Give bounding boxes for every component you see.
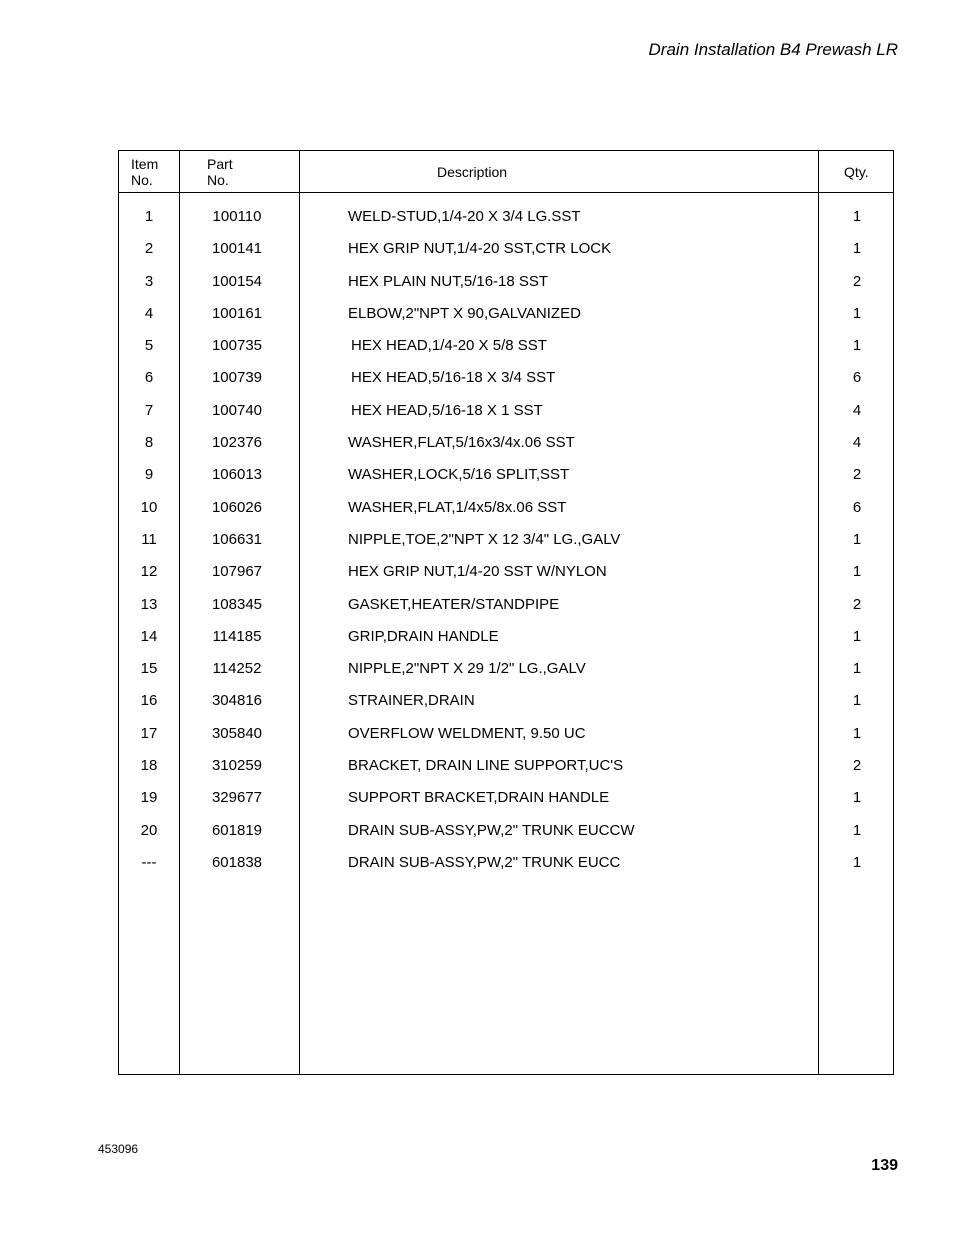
part-number-cell: 100141 bbox=[211, 240, 263, 258]
quantity-cell: 1 bbox=[852, 563, 862, 581]
part-number-cell: 601819 bbox=[211, 821, 263, 839]
quantity-cell: 1 bbox=[852, 853, 862, 871]
table-row bbox=[119, 491, 893, 523]
item-number-cell: 16 bbox=[140, 692, 158, 710]
quantity-cell: 4 bbox=[852, 434, 862, 452]
table-row bbox=[119, 846, 893, 878]
column-header-item-line1: Item bbox=[131, 156, 159, 172]
quantity-cell: 2 bbox=[852, 466, 862, 484]
table-row bbox=[119, 652, 893, 684]
part-number-cell: 108345 bbox=[211, 595, 263, 613]
description-cell: HEX GRIP NUT,1/4-20 SST W/NYLON bbox=[348, 563, 607, 581]
table-row bbox=[119, 232, 893, 264]
item-number-cell: 1 bbox=[144, 208, 154, 225]
item-number-cell: 4 bbox=[144, 304, 154, 322]
item-number-cell: 5 bbox=[144, 337, 154, 355]
table-row bbox=[119, 749, 893, 781]
table-row bbox=[119, 265, 893, 297]
table-row bbox=[119, 329, 893, 361]
quantity-cell: 2 bbox=[852, 757, 862, 775]
column-header-part-line2: No. bbox=[207, 172, 229, 188]
item-number-cell: 13 bbox=[140, 595, 158, 613]
column-header-qty: Qty. bbox=[844, 164, 869, 180]
quantity-cell: 6 bbox=[852, 498, 862, 516]
quantity-cell: 2 bbox=[852, 595, 862, 613]
table-row bbox=[119, 394, 893, 426]
item-number-cell: 17 bbox=[140, 724, 158, 742]
column-header-description: Description bbox=[437, 164, 508, 180]
description-cell: HEX HEAD,1/4-20 X 5/8 SST bbox=[351, 337, 547, 355]
description-cell: WASHER,FLAT,1/4x5/8x.06 SST bbox=[348, 498, 567, 516]
quantity-cell: 4 bbox=[852, 401, 862, 419]
item-number-cell: 7 bbox=[144, 401, 154, 419]
part-number-cell: 100154 bbox=[211, 272, 263, 290]
description-cell: DRAIN SUB-ASSY,PW,2" TRUNK EUCC bbox=[348, 853, 621, 871]
part-number-cell: 305840 bbox=[211, 724, 263, 742]
table-row bbox=[119, 523, 893, 555]
quantity-cell: 1 bbox=[852, 304, 862, 322]
table-row bbox=[119, 555, 893, 587]
part-number-cell: 310259 bbox=[211, 757, 263, 775]
item-number-cell: 2 bbox=[144, 240, 154, 258]
table-row bbox=[119, 458, 893, 490]
table-row bbox=[119, 361, 893, 393]
description-cell: BRACKET, DRAIN LINE SUPPORT,UC'S bbox=[348, 757, 624, 775]
column-header-part bbox=[207, 156, 233, 188]
part-number-cell: 102376 bbox=[211, 434, 263, 452]
item-number-cell: --- bbox=[141, 853, 157, 871]
description-cell: STRAINER,DRAIN bbox=[348, 692, 475, 710]
table-row bbox=[119, 814, 893, 846]
quantity-cell: 1 bbox=[852, 724, 862, 742]
item-number-cell: 9 bbox=[144, 466, 154, 484]
column-header-item bbox=[131, 156, 158, 188]
table-body bbox=[119, 200, 893, 878]
table-row bbox=[119, 426, 893, 458]
quantity-cell: 1 bbox=[852, 692, 862, 710]
description-cell: SUPPORT BRACKET,DRAIN HANDLE bbox=[348, 789, 610, 807]
header-divider bbox=[119, 192, 893, 193]
description-cell: HEX PLAIN NUT,5/16-18 SST bbox=[348, 272, 549, 290]
description-cell: HEX HEAD,5/16-18 X 1 SST bbox=[351, 401, 543, 419]
page-number: 139 bbox=[871, 1157, 898, 1174]
part-number-cell: 601838 bbox=[211, 853, 263, 871]
description-cell: GRIP,DRAIN HANDLE bbox=[348, 627, 499, 645]
table-row bbox=[119, 297, 893, 329]
description-cell: NIPPLE,TOE,2"NPT X 12 3/4" LG.,GALV bbox=[348, 530, 621, 548]
table-row bbox=[119, 588, 893, 620]
part-number-cell: 304816 bbox=[211, 692, 263, 710]
item-number-cell: 6 bbox=[144, 369, 154, 387]
part-number-cell: 100735 bbox=[211, 337, 263, 355]
description-cell: HEX GRIP NUT,1/4-20 SST,CTR LOCK bbox=[348, 240, 612, 258]
part-number-cell: 114252 bbox=[212, 660, 262, 678]
part-number-cell: 114185 bbox=[212, 627, 262, 645]
part-number-cell: 107967 bbox=[211, 563, 263, 581]
part-number-cell: 100739 bbox=[211, 369, 263, 387]
part-number-cell: 106026 bbox=[211, 498, 263, 516]
table-row bbox=[119, 620, 893, 652]
quantity-cell: 1 bbox=[852, 789, 862, 807]
item-number-cell: 14 bbox=[140, 627, 158, 645]
item-number-cell: 10 bbox=[140, 498, 158, 516]
part-number-cell: 106013 bbox=[211, 466, 263, 484]
part-number-cell: 100740 bbox=[211, 401, 263, 419]
table-row bbox=[119, 200, 893, 232]
item-number-cell: 18 bbox=[140, 757, 158, 775]
item-number-cell: 8 bbox=[144, 434, 154, 452]
quantity-cell: 1 bbox=[852, 660, 862, 678]
table-row bbox=[119, 781, 893, 813]
item-number-cell: 11 bbox=[141, 530, 157, 548]
quantity-cell: 6 bbox=[852, 369, 862, 387]
description-cell: NIPPLE,2"NPT X 29 1/2" LG.,GALV bbox=[348, 660, 586, 678]
quantity-cell: 1 bbox=[852, 337, 862, 355]
description-cell: WASHER,LOCK,5/16 SPLIT,SST bbox=[348, 466, 570, 484]
description-cell: DRAIN SUB-ASSY,PW,2" TRUNK EUCCW bbox=[348, 821, 635, 839]
part-number-cell: 329677 bbox=[211, 789, 263, 807]
item-number-cell: 15 bbox=[140, 660, 158, 678]
description-cell: WASHER,FLAT,5/16x3/4x.06 SST bbox=[348, 434, 575, 452]
part-number-cell: 100110 bbox=[212, 208, 262, 225]
quantity-cell: 2 bbox=[852, 272, 862, 290]
description-cell: GASKET,HEATER/STANDPIPE bbox=[348, 595, 560, 613]
parts-table bbox=[118, 150, 894, 1075]
quantity-cell: 1 bbox=[852, 208, 862, 225]
quantity-cell: 1 bbox=[852, 627, 862, 645]
column-header-item-line2: No. bbox=[131, 172, 153, 188]
item-number-cell: 12 bbox=[140, 563, 158, 581]
table-row bbox=[119, 684, 893, 716]
page-title: Drain Installation B4 Prewash LR bbox=[648, 40, 898, 59]
part-number-cell: 106631 bbox=[211, 530, 263, 548]
item-number-cell: 20 bbox=[140, 821, 158, 839]
quantity-cell: 1 bbox=[852, 530, 862, 548]
description-cell: OVERFLOW WELDMENT, 9.50 UC bbox=[348, 724, 586, 742]
column-header-part-line1: Part bbox=[207, 156, 233, 172]
description-cell: ELBOW,2"NPT X 90,GALVANIZED bbox=[348, 304, 581, 322]
description-cell: WELD-STUD,1/4-20 X 3/4 LG.SST bbox=[348, 208, 581, 225]
item-number-cell: 19 bbox=[140, 789, 158, 807]
item-number-cell: 3 bbox=[144, 272, 154, 290]
document-number: 453096 bbox=[98, 1142, 139, 1156]
quantity-cell: 1 bbox=[852, 821, 862, 839]
description-cell: HEX HEAD,5/16-18 X 3/4 SST bbox=[351, 369, 556, 387]
table-row bbox=[119, 717, 893, 749]
quantity-cell: 1 bbox=[852, 240, 862, 258]
part-number-cell: 100161 bbox=[211, 304, 263, 322]
